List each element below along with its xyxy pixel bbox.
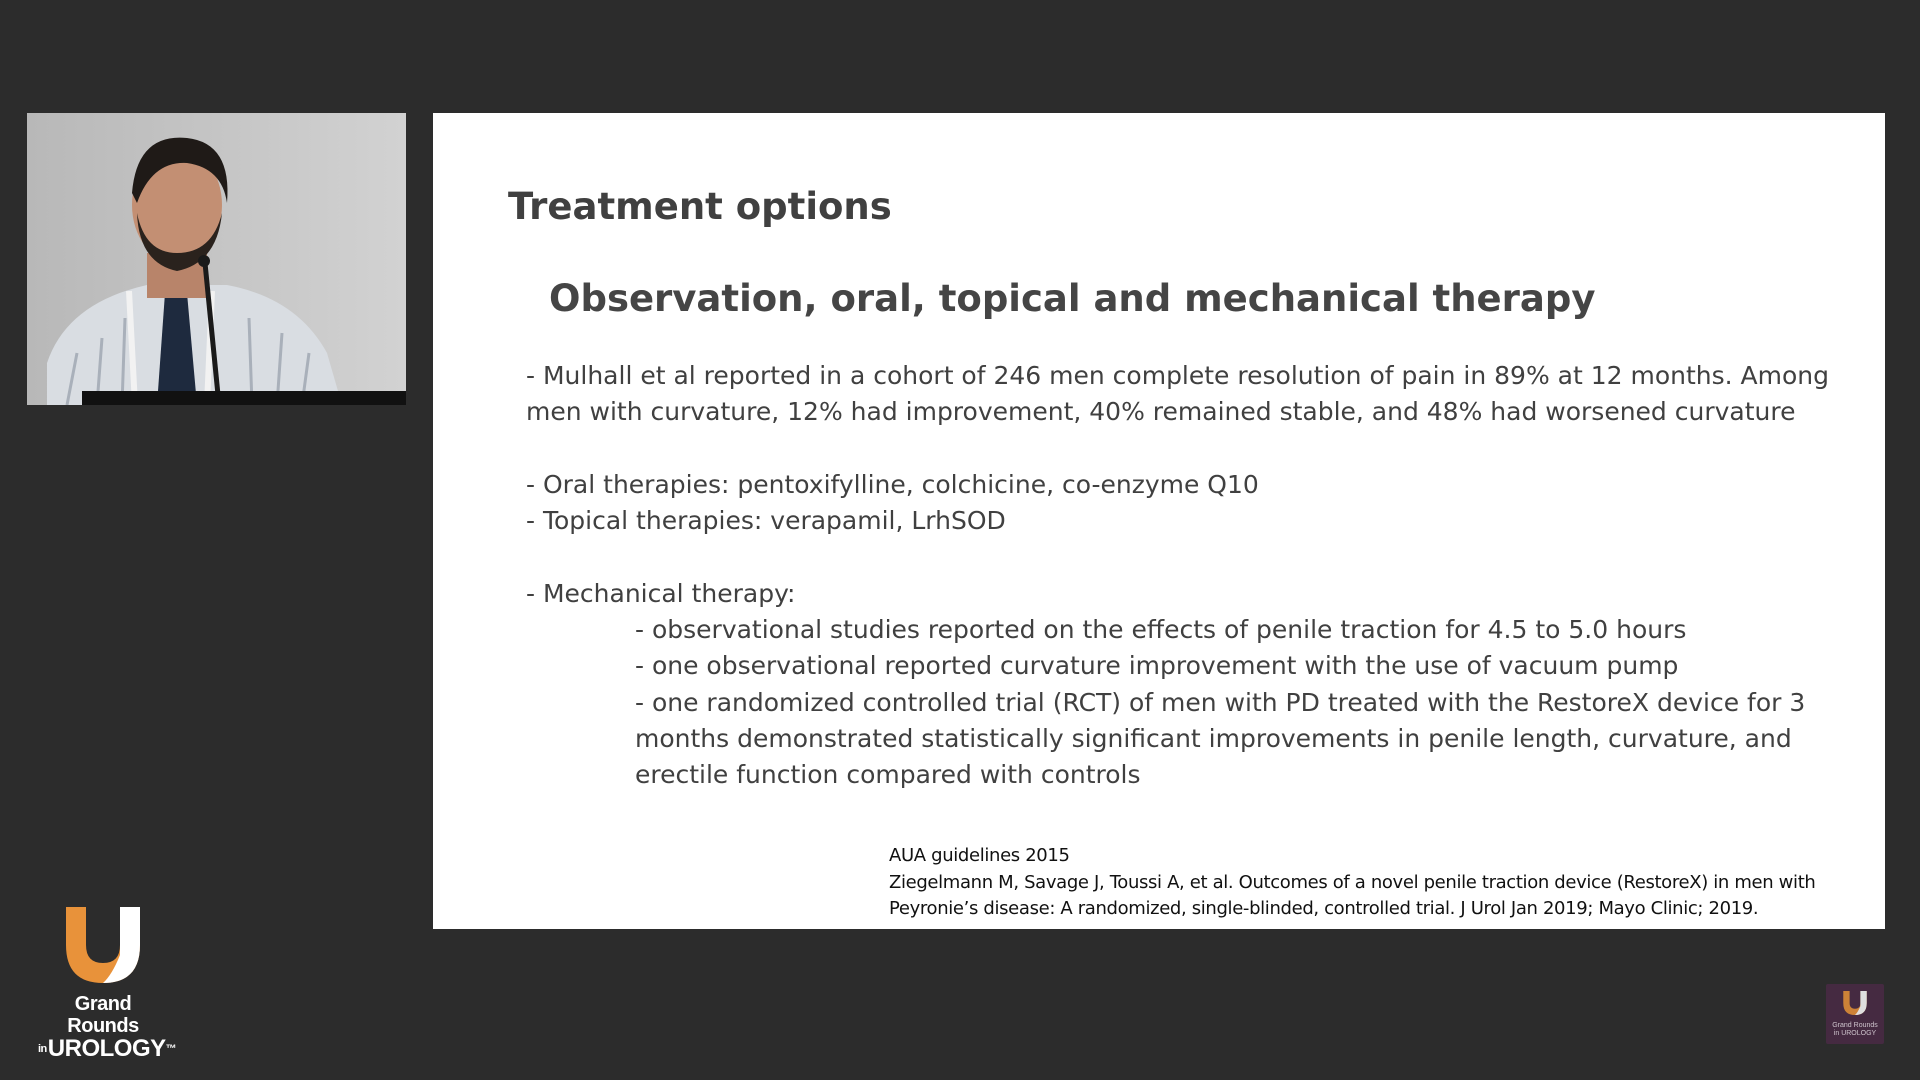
sub-bullet-rct: - one randomized controlled trial (RCT) of men with PD treated with the RestoreX device for 3 months demonstrated statistically significant improvements in penile length, curvature, and erectile function compared with controls [635, 687, 1806, 790]
bullet-mulhall: - Mulhall et al reported in a cohort of 246 men complete resolution of pain in 89% at 12 months. Among men with curvature, 12% had improvement, 40% remained stable, and 48% had worsened curvature [526, 361, 1830, 427]
logo-urology: UROLOGY [47, 1035, 166, 1062]
grand-rounds-logo [38, 905, 177, 1062]
logo-line2 [38, 1035, 177, 1062]
watermark-u-icon [1842, 990, 1868, 1016]
slide-title: Treatment options [508, 185, 892, 228]
sub-bullet-vacuum: - one observational reported curvature improvement with the use of vacuum pump [635, 651, 1679, 681]
references [889, 843, 1879, 923]
speaker-video [27, 113, 406, 405]
reference-aua: AUA guidelines 2015 [889, 845, 1070, 866]
logo-in: in [38, 1043, 47, 1055]
slide-body [526, 358, 1856, 794]
slide-subtitle: Observation, oral, topical and mechanical therapy [549, 277, 1596, 320]
bullet-topical-therapies: - Topical therapies: verapamil, LrhSOD [526, 506, 1006, 536]
reference-ziegelmann-1: Ziegelmann M, Savage J, Toussi A, et al. Outcomes of a novel penile traction device (RestoreX) in men with [889, 871, 1816, 893]
watermark-logo [1826, 984, 1884, 1044]
logo-line1: Grand Rounds [67, 993, 139, 1037]
presentation-slide [433, 113, 1885, 929]
logo-trademark: ™ [165, 1043, 177, 1055]
bullet-mechanical-therapy: - Mechanical therapy: [526, 578, 796, 608]
sub-bullet-traction: - observational studies reported on the effects of penile traction for 4.5 to 5.0 hours [635, 615, 1687, 645]
watermark-line1: Grand Rounds [1832, 1022, 1878, 1029]
watermark-line2: in UROLOGY [1833, 1030, 1877, 1037]
speaker-image [27, 113, 406, 405]
bullet-oral-therapies: - Oral therapies: pentoxifylline, colchicine, co-enzyme Q10 [526, 469, 1259, 499]
u-logo-icon [62, 905, 144, 985]
reference-ziegelmann-2: Peyronie’s disease: A randomized, single-blinded, controlled trial. J Urol Jan 2019; Mayo Clinic; 2019. [889, 898, 1759, 919]
